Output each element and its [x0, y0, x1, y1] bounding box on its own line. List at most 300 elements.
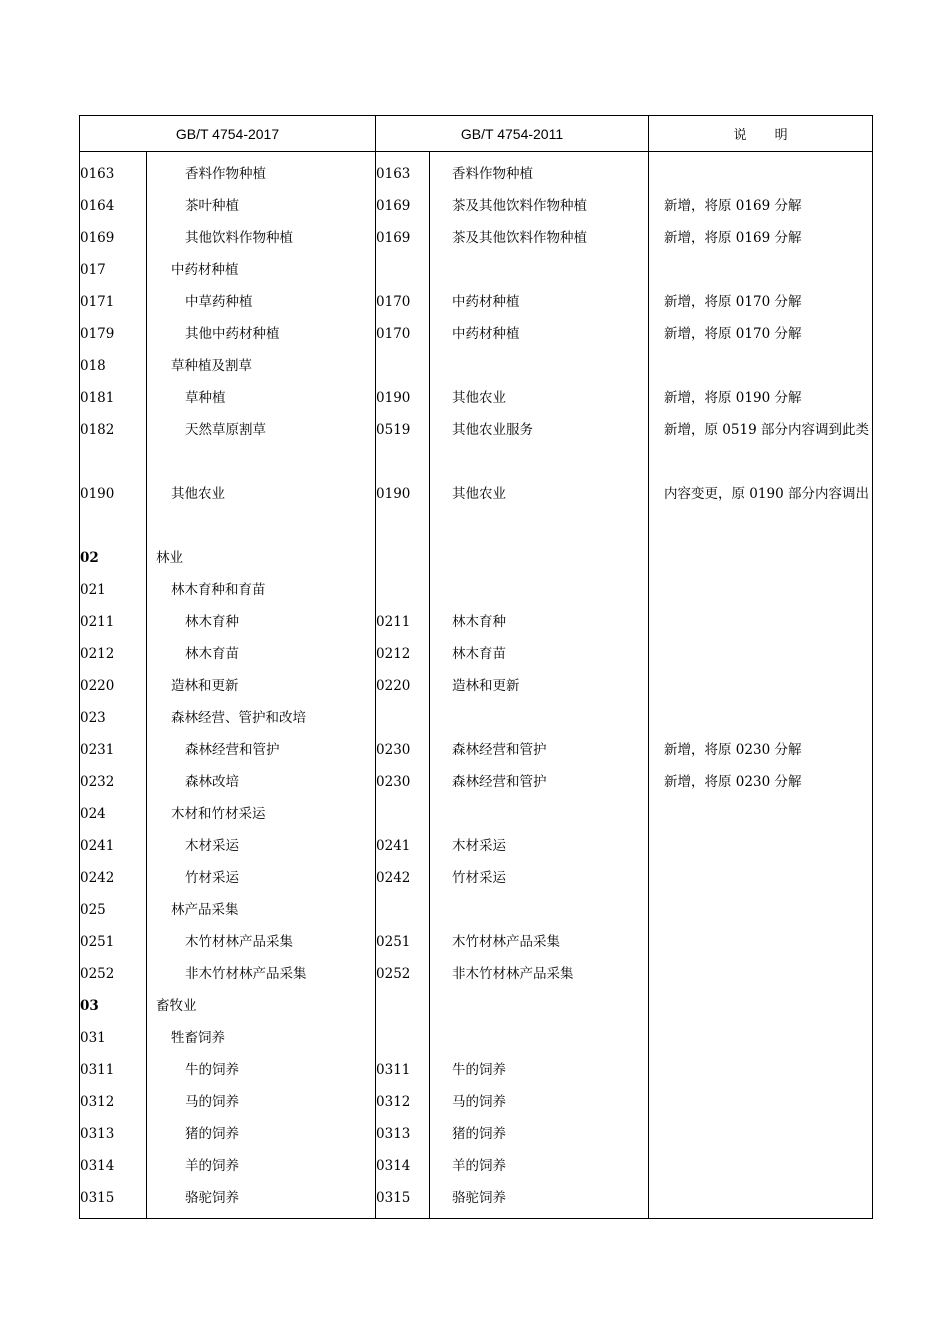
new-code: [80, 1054, 147, 1086]
change-note: [649, 1118, 873, 1150]
new-code-text: 0169: [80, 230, 115, 246]
old-code-text: 0190: [376, 390, 411, 406]
old-code-text: 0311: [376, 1062, 411, 1078]
new-code: [80, 990, 147, 1022]
new-code-text: 0252: [80, 966, 115, 982]
old-name: [430, 574, 649, 606]
new-code: [80, 830, 147, 862]
change-note: [649, 702, 873, 734]
old-code: [376, 382, 430, 414]
new-code: [80, 1086, 147, 1118]
change-note: [649, 152, 873, 191]
new-code-text: 021: [80, 582, 106, 598]
new-name: [147, 574, 376, 606]
new-code: [80, 286, 147, 318]
header-note-label: 说 明: [733, 128, 800, 143]
new-name-text: 中药材种植: [171, 262, 239, 278]
new-code: [80, 670, 147, 702]
change-note: [649, 222, 873, 254]
old-code: [376, 350, 430, 382]
new-name-text: 木材和竹材采运: [171, 806, 266, 822]
old-name: [430, 414, 649, 478]
table-row: [80, 702, 873, 734]
old-name: [430, 254, 649, 286]
table-row: [80, 798, 873, 830]
new-code-text: 0211: [80, 614, 115, 630]
new-code-text: 0190: [80, 486, 115, 502]
change-note: [649, 1022, 873, 1054]
table-row: [80, 350, 873, 382]
change-note: [649, 670, 873, 702]
new-name: [147, 606, 376, 638]
new-name: [147, 190, 376, 222]
old-code: [376, 574, 430, 606]
new-name: [147, 926, 376, 958]
old-name: [430, 1022, 649, 1054]
old-code-text: [376, 574, 429, 606]
change-note: [649, 190, 873, 222]
old-code-text: [376, 542, 429, 574]
old-name-text: 马的饲养: [452, 1094, 507, 1110]
old-name-text: [430, 702, 648, 734]
new-code-text: 0251: [80, 934, 115, 950]
new-code-text: 0231: [80, 742, 115, 758]
table-header-row: [80, 116, 873, 152]
change-note-text: [649, 670, 872, 702]
new-name-text: 林木育苗: [185, 646, 239, 662]
new-name-text: 牲畜饲养: [171, 1030, 225, 1046]
old-code: [376, 830, 430, 862]
new-code: [80, 542, 147, 574]
new-code: [80, 574, 147, 606]
old-code-text: 0242: [376, 870, 411, 886]
old-code-text: [376, 1022, 429, 1054]
old-name: [430, 542, 649, 574]
table-row: [80, 862, 873, 894]
old-code-text: 0220: [376, 678, 411, 694]
new-code-text: 017: [80, 262, 106, 278]
old-code: [376, 318, 430, 350]
old-code: [376, 926, 430, 958]
new-code-text: 0313: [80, 1126, 115, 1142]
table-row: [80, 734, 873, 766]
new-code-text: 0171: [80, 294, 115, 310]
change-note-text: 新增，将原 0230 分解: [664, 742, 802, 758]
new-code-text: 0315: [80, 1190, 115, 1206]
old-code-text: 0230: [376, 774, 411, 790]
old-code-text: 0313: [376, 1126, 411, 1142]
new-name-text: 林木育种: [185, 614, 239, 630]
new-name: [147, 862, 376, 894]
old-name: [430, 152, 649, 191]
change-note-text: [649, 1054, 872, 1086]
change-note-text: [649, 542, 872, 574]
old-code: [376, 1086, 430, 1118]
old-name: [430, 350, 649, 382]
old-code: [376, 478, 430, 542]
old-name-text: 其他农业: [452, 486, 507, 502]
change-note: [649, 286, 873, 318]
old-code-text: 0230: [376, 742, 411, 758]
new-name-text: 林业: [156, 550, 183, 566]
new-name: [147, 318, 376, 350]
new-code-text: 0311: [80, 1062, 115, 1078]
new-name-text: 香料作物种植: [185, 166, 266, 182]
old-name: [430, 286, 649, 318]
change-note-text: 新增，将原 0170 分解: [664, 294, 802, 310]
table-row: [80, 1054, 873, 1086]
new-code-text: 0179: [80, 326, 115, 342]
new-name: [147, 990, 376, 1022]
change-note-text: 新增，将原 0230 分解: [664, 774, 802, 790]
new-code: [80, 766, 147, 798]
table-row: [80, 152, 873, 191]
new-code-text: 023: [80, 710, 106, 726]
new-name: [147, 1086, 376, 1118]
old-name-text: 茶及其他饮料作物种植: [452, 198, 588, 214]
new-code: [80, 862, 147, 894]
new-name-text: 林木育种和育苗: [171, 582, 266, 598]
old-name: [430, 862, 649, 894]
new-name: [147, 254, 376, 286]
new-code-text: 0181: [80, 390, 115, 406]
new-code: [80, 1022, 147, 1054]
old-name-text: 木竹材林产品采集: [452, 934, 561, 950]
change-note: [649, 1086, 873, 1118]
new-name-text: 茶叶种植: [185, 198, 239, 214]
old-name-text: 中药材种植: [452, 326, 520, 342]
new-code-text: 0241: [80, 838, 115, 854]
old-code: [376, 286, 430, 318]
new-name: [147, 702, 376, 734]
new-code: [80, 798, 147, 830]
new-code-text: 0312: [80, 1094, 115, 1110]
change-note: [649, 1150, 873, 1182]
new-name-text: 森林改培: [185, 774, 239, 790]
change-note: [649, 606, 873, 638]
change-note-text: 内容变更，原 0190 部分内容调出: [664, 486, 869, 502]
old-name-text: [430, 574, 648, 606]
change-note: [649, 478, 873, 542]
old-code: [376, 862, 430, 894]
new-code: [80, 254, 147, 286]
old-name-text: 造林和更新: [452, 678, 520, 694]
new-name-text: 森林经营、管护和改培: [171, 710, 306, 726]
old-code: [376, 1054, 430, 1086]
table-row: [80, 766, 873, 798]
new-name: [147, 830, 376, 862]
old-name: [430, 990, 649, 1022]
table-row: [80, 990, 873, 1022]
old-name-text: 其他农业: [452, 390, 507, 406]
old-name: [430, 702, 649, 734]
change-note: [649, 350, 873, 382]
old-code: [376, 222, 430, 254]
change-note: [649, 990, 873, 1022]
new-name: [147, 1118, 376, 1150]
change-note-text: [649, 638, 872, 670]
header-old-standard: GB/T 4754-2011: [376, 116, 649, 152]
old-name-text: [430, 350, 648, 382]
old-code: [376, 766, 430, 798]
old-name: [430, 926, 649, 958]
old-name-text: [430, 542, 648, 574]
new-name: [147, 670, 376, 702]
old-name-text: 中药材种植: [452, 294, 520, 310]
old-code: [376, 606, 430, 638]
change-note: [649, 958, 873, 990]
old-code: [376, 1022, 430, 1054]
new-name-text: 天然草原割草: [185, 422, 266, 438]
change-note: [649, 414, 873, 478]
new-name-text: 林产品采集: [171, 902, 239, 918]
new-code-text: 0220: [80, 678, 115, 694]
old-name: [430, 638, 649, 670]
old-code-text: [376, 350, 429, 382]
old-name: [430, 606, 649, 638]
change-note-text: 新增，将原 0170 分解: [664, 326, 802, 342]
change-note: [649, 254, 873, 286]
change-note-text: [649, 894, 872, 926]
table-row: [80, 830, 873, 862]
old-code-text: 0312: [376, 1094, 411, 1110]
table-row: [80, 222, 873, 254]
old-name: [430, 478, 649, 542]
change-note: [649, 574, 873, 606]
old-code: [376, 1182, 430, 1219]
old-name: [430, 670, 649, 702]
old-name-text: [430, 894, 648, 926]
old-name-text: [430, 990, 648, 1022]
table-body: [80, 152, 873, 1219]
change-note: [649, 318, 873, 350]
change-note-text: [649, 1182, 872, 1214]
new-code: [80, 1182, 147, 1219]
new-code-text: 0242: [80, 870, 115, 886]
old-name: [430, 894, 649, 926]
change-note-text: [649, 958, 872, 990]
table-row: [80, 958, 873, 990]
old-name: [430, 766, 649, 798]
change-note: [649, 830, 873, 862]
change-note-text: [649, 574, 872, 606]
change-note-text: [649, 926, 872, 958]
old-code-text: [376, 702, 429, 734]
change-note: [649, 766, 873, 798]
old-name-text: [430, 254, 648, 286]
change-note: [649, 926, 873, 958]
table-row: [80, 926, 873, 958]
change-note-text: 新增，将原 0190 分解: [664, 390, 802, 406]
old-name-text: 木材采运: [452, 838, 507, 854]
new-name-text: 木材采运: [185, 838, 239, 854]
change-note-text: 新增，将原 0169 分解: [664, 198, 802, 214]
old-code: [376, 702, 430, 734]
old-code-text: 0169: [376, 230, 411, 246]
new-code-text: 031: [80, 1030, 106, 1046]
old-code-text: 0212: [376, 646, 411, 662]
new-code-text: 0164: [80, 198, 115, 214]
new-code: [80, 1118, 147, 1150]
old-name: [430, 1118, 649, 1150]
change-note: [649, 862, 873, 894]
old-code: [376, 798, 430, 830]
new-name-text: 羊的饲养: [185, 1158, 239, 1174]
new-name-text: 草种植及割草: [171, 358, 252, 374]
new-name: [147, 1022, 376, 1054]
table-row: [80, 894, 873, 926]
old-name-text: 猪的饲养: [452, 1126, 507, 1142]
old-code: [376, 1150, 430, 1182]
new-code: [80, 1150, 147, 1182]
old-name-text: [430, 798, 648, 830]
change-note: [649, 894, 873, 926]
old-name: [430, 318, 649, 350]
old-code-text: 0252: [376, 966, 411, 982]
new-name-text: 竹材采运: [185, 870, 239, 886]
table-row: [80, 382, 873, 414]
old-name: [430, 958, 649, 990]
new-name: [147, 1150, 376, 1182]
old-code: [376, 734, 430, 766]
change-note-text: [649, 152, 872, 190]
change-note-text: [649, 702, 872, 734]
new-name-text: 骆驼饲养: [185, 1190, 239, 1206]
header-note: [649, 116, 873, 152]
old-name-text: 林木育种: [452, 614, 507, 630]
new-name-text: 森林经营和管护: [185, 742, 280, 758]
old-name: [430, 1086, 649, 1118]
old-name: [430, 734, 649, 766]
new-name-text: 木竹材林产品采集: [185, 934, 293, 950]
old-code: [376, 254, 430, 286]
new-code: [80, 152, 147, 191]
new-name: [147, 222, 376, 254]
new-name-text: 其他农业: [171, 486, 225, 502]
new-name: [147, 414, 376, 478]
table-row: [80, 606, 873, 638]
new-name-text: 牛的饲养: [185, 1062, 239, 1078]
old-name: [430, 1054, 649, 1086]
old-code: [376, 958, 430, 990]
new-code: [80, 414, 147, 478]
new-code: [80, 350, 147, 382]
new-name: [147, 478, 376, 542]
change-note-text: [649, 1150, 872, 1182]
change-note: [649, 1054, 873, 1086]
change-note-text: [649, 1022, 872, 1054]
old-name-text: 香料作物种植: [452, 166, 534, 182]
table-row: [80, 254, 873, 286]
new-name-text: 非木竹材林产品采集: [185, 966, 307, 982]
change-note: [649, 798, 873, 830]
new-code: [80, 606, 147, 638]
new-name-text: 其他饮料作物种植: [185, 230, 293, 246]
change-note-text: [649, 606, 872, 638]
change-note: [649, 734, 873, 766]
new-code-text: 03: [80, 998, 99, 1014]
old-code-text: 0519: [376, 422, 411, 438]
old-code: [376, 670, 430, 702]
new-code: [80, 478, 147, 542]
old-name-text: 林木育苗: [452, 646, 507, 662]
old-name: [430, 1182, 649, 1219]
change-note: [649, 382, 873, 414]
new-code-text: 0163: [80, 166, 115, 182]
table-row: [80, 1086, 873, 1118]
old-code-text: 0190: [376, 486, 411, 502]
new-code: [80, 702, 147, 734]
old-name: [430, 798, 649, 830]
old-code-text: 0251: [376, 934, 411, 950]
new-code-text: 018: [80, 358, 106, 374]
old-name-text: 非木竹材林产品采集: [452, 966, 574, 982]
old-code-text: [376, 254, 429, 286]
classification-comparison-table: [79, 115, 873, 1219]
new-name-text: 猪的饲养: [185, 1126, 239, 1142]
old-code: [376, 152, 430, 191]
new-code: [80, 638, 147, 670]
old-name: [430, 830, 649, 862]
new-name-text: 中草药种植: [185, 294, 253, 310]
new-name: [147, 152, 376, 191]
change-note-text: 新增，原 0519 部分内容调到此类: [664, 422, 869, 438]
table-row: [80, 1118, 873, 1150]
old-code: [376, 414, 430, 478]
old-code-text: [376, 798, 429, 830]
old-name: [430, 190, 649, 222]
old-name-text: 茶及其他饮料作物种植: [452, 230, 588, 246]
change-note-text: [649, 830, 872, 862]
new-name: [147, 1182, 376, 1219]
change-note: [649, 1182, 873, 1219]
header-new-standard: GB/T 4754-2017: [80, 116, 376, 152]
old-name-text: 牛的饲养: [452, 1062, 507, 1078]
old-code-text: 0314: [376, 1158, 411, 1174]
old-code-text: 0163: [376, 166, 411, 182]
table-row: [80, 190, 873, 222]
old-code: [376, 990, 430, 1022]
change-note: [649, 638, 873, 670]
old-name: [430, 1150, 649, 1182]
old-code-text: 0241: [376, 838, 411, 854]
new-code: [80, 222, 147, 254]
old-code: [376, 542, 430, 574]
change-note-text: [649, 862, 872, 894]
change-note-text: [649, 1118, 872, 1150]
table-row: [80, 1182, 873, 1219]
change-note-text: [649, 254, 872, 286]
old-code: [376, 894, 430, 926]
old-name-text: 森林经营和管护: [452, 774, 547, 790]
new-name: [147, 638, 376, 670]
new-code: [80, 926, 147, 958]
new-name-text: 马的饲养: [185, 1094, 239, 1110]
old-name: [430, 382, 649, 414]
new-name: [147, 734, 376, 766]
old-name-text: 其他农业服务: [452, 422, 534, 438]
new-code: [80, 734, 147, 766]
new-name: [147, 542, 376, 574]
old-name-text: 竹材采运: [452, 870, 507, 886]
old-name-text: 骆驼饲养: [452, 1190, 507, 1206]
table-row: [80, 1022, 873, 1054]
new-code-text: 0232: [80, 774, 115, 790]
new-name: [147, 894, 376, 926]
old-code-text: 0315: [376, 1190, 411, 1206]
new-code: [80, 894, 147, 926]
new-name-text: 畜牧业: [156, 998, 197, 1014]
